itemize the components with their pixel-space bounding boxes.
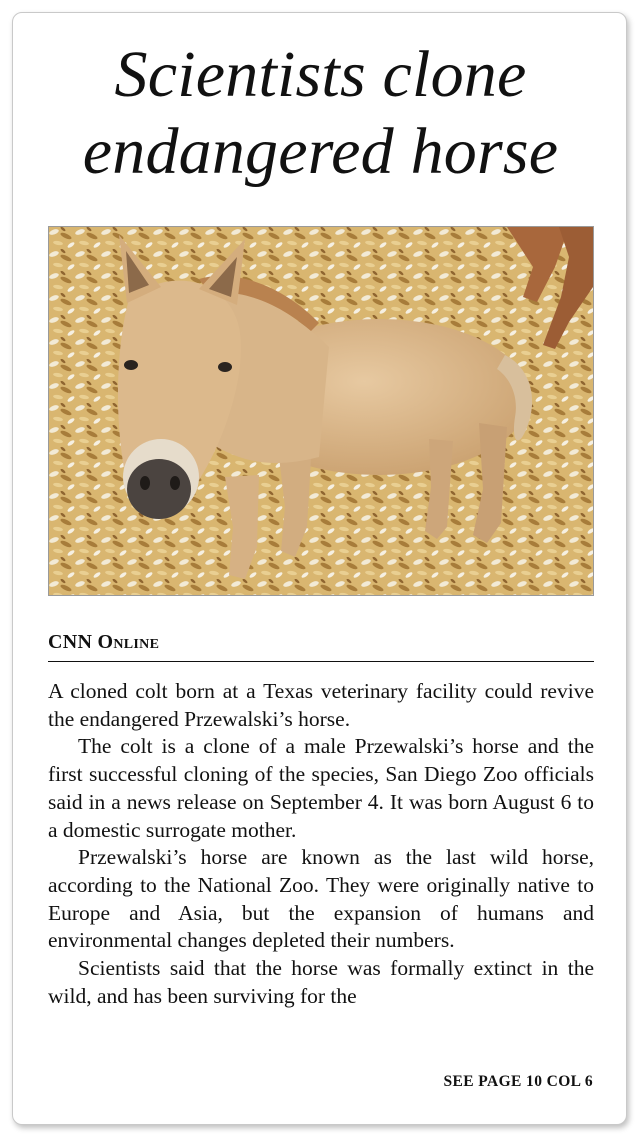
paragraph-4: Scientists said that the horse was formally extinct in the wild, and has been surviving for the (48, 956, 594, 1008)
article-body (48, 678, 594, 1010)
paragraph-2: The colt is a clone of a male Przewalski’s horse and the first successful cloning of the species, San Diego Zoo officials said in a news release on September 4. It was born August 6 to a domestic surrogate mother. (48, 734, 594, 842)
headline-line-2: endangered horse (82, 115, 559, 188)
colt-photo-illustration (49, 227, 593, 595)
source-divider (48, 661, 594, 662)
paragraph-3: Przewalski’s horse are known as the last wild horse, according to the National Zoo. They were originally native to Europe and Asia, but the expansion of humans and environmental changes depleted their numbers. (48, 845, 594, 953)
paragraph-1: A cloned colt born at a Texas veterinary facility could revive the endangered Przewalski’s horse. (48, 679, 594, 731)
jump-reference: SEE PAGE 10 COL 6 (443, 1073, 593, 1090)
article-photo (48, 226, 594, 596)
headline-line-1: Scientists clone (114, 38, 527, 111)
headline (0, 36, 641, 190)
article-source: CNN Online (48, 631, 160, 653)
